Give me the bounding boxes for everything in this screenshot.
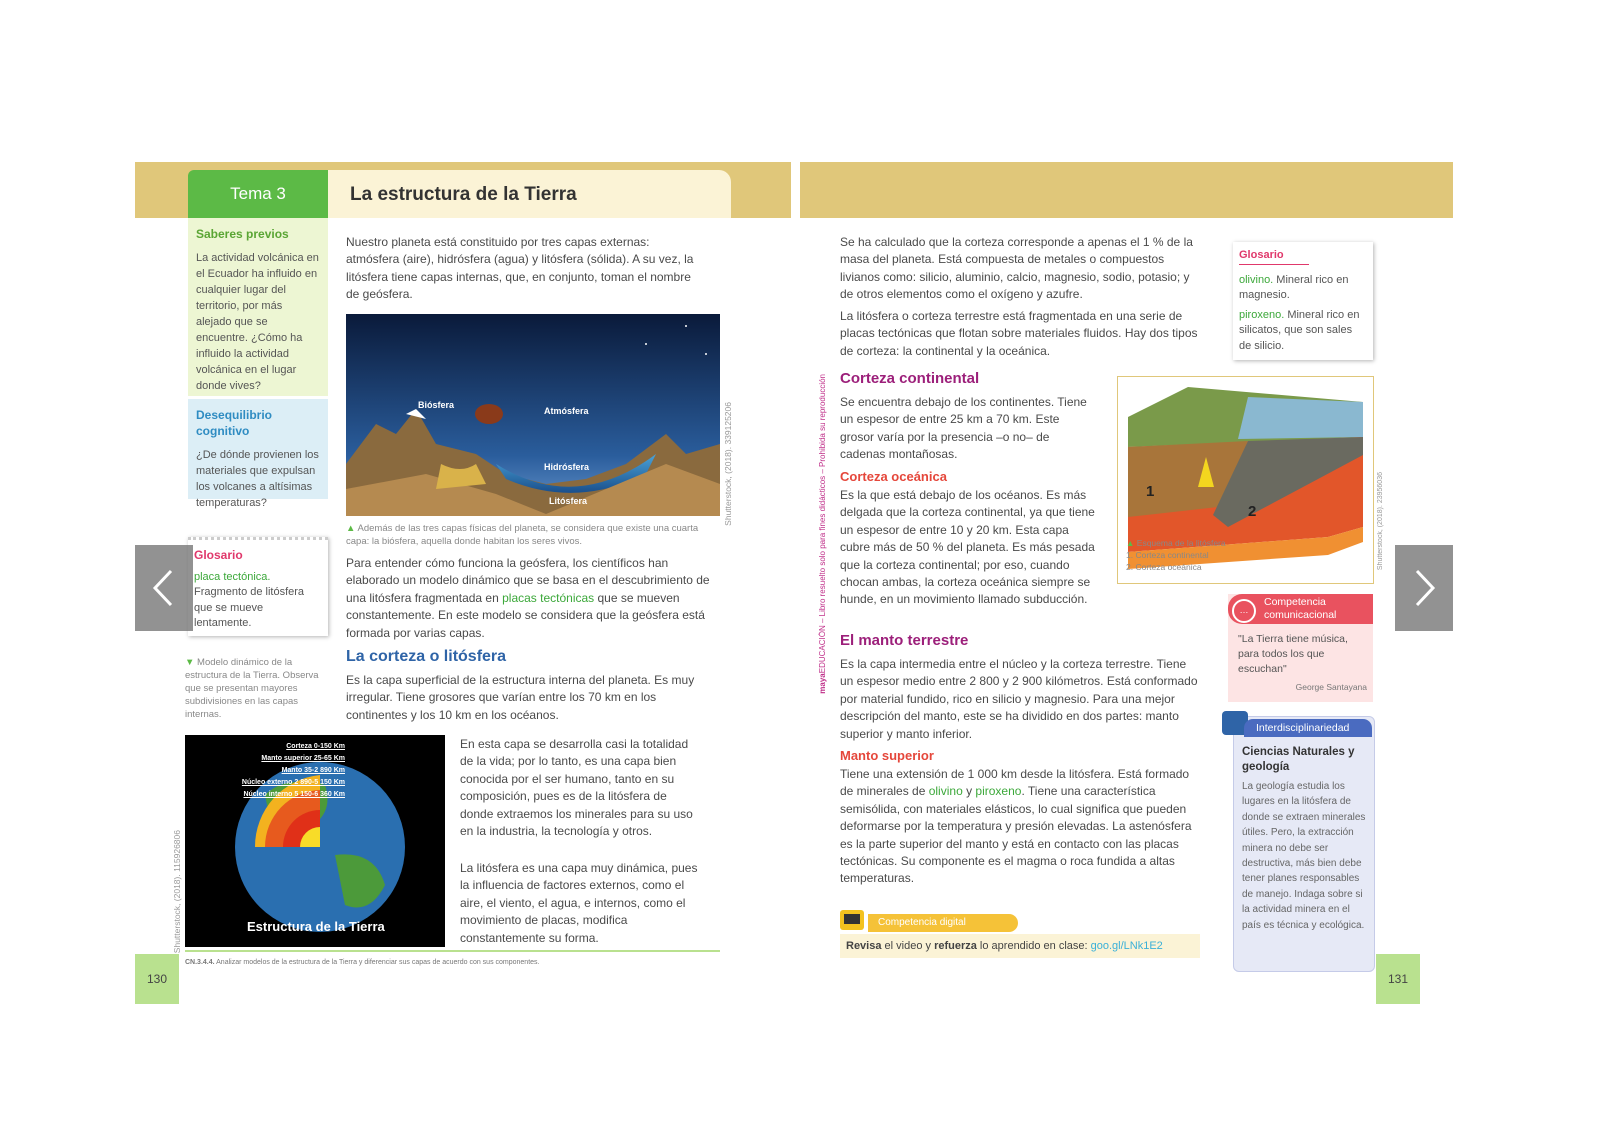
competencia-title-1: Competencia	[1264, 596, 1326, 608]
earth-structure-figure	[185, 735, 445, 947]
earth-layer-labels	[195, 741, 345, 801]
placas-tectonicas-link: placas tectónicas	[502, 590, 595, 605]
interdisciplinariedad-text: La geología estudia los lugares en la litósfera de donde se extraen minerales útiles. Pero, la extracción minera no debe ser destructiva, más bien debe tener planes responsables de manejo. Indaga sobre si la actividad minera en el país es técnica y ecológica.	[1242, 781, 1366, 931]
saberes-title: Saberes previos	[196, 227, 289, 241]
triangle-up-icon: ▲	[346, 523, 358, 534]
page-number-right: 131	[1376, 954, 1420, 1004]
plates-figure	[1117, 376, 1374, 584]
competencia-header	[1228, 594, 1373, 624]
saberes-box	[188, 218, 328, 396]
earth-label-3: Manto 35-2 890 Km	[281, 767, 345, 774]
plate-label-2: 2	[1248, 503, 1257, 520]
earth-credit: Shutterstock, (2018). 115926806	[172, 830, 182, 954]
manto-superior-heading: Manto superior	[840, 748, 934, 763]
olivino-link: olivino	[928, 784, 963, 799]
label-biosfera: Biósfera	[418, 400, 455, 410]
earth-title: Estructura de la Tierra	[247, 919, 385, 934]
corteza-paragraph-3: La litósfera es una capa muy dinámica, pues la influencia de factores externos, como el aire, el viento, el agua, e internos, como el movimiento de placas, modifica constantemente su forma.	[460, 861, 698, 945]
glosario-right-title: Glosario	[1239, 248, 1309, 265]
chevron-left-icon	[135, 545, 193, 631]
spheres-figure	[346, 314, 720, 516]
header-band-right	[800, 162, 1453, 218]
interdisciplinariedad-header: Interdisciplinariedad	[1244, 719, 1372, 737]
desequilibrio-box	[188, 399, 328, 509]
tema-label: Tema 3	[230, 184, 286, 203]
desequilibrio-title: Desequilibrio cognitivo	[196, 408, 273, 438]
competencia-digital-tab: Competencia digital	[868, 914, 1018, 932]
label-atmosfera: Atmósfera	[544, 406, 589, 416]
glosario-left-definition: Fragmento de litósfera que se mueve lentamente.	[194, 586, 305, 629]
plate-label-1: 1	[1146, 483, 1155, 500]
piroxeno-term: piroxeno.	[1239, 308, 1285, 321]
triangle-up-icon: ▲	[1126, 538, 1137, 548]
glosario-left-term: placa tectónica.	[194, 570, 271, 583]
right-para-1: Se ha calculado que la corteza corresponde a apenas el 1 % de la masa del planeta. Está compuesta de metales o compuestos livianos como: silicio, aluminio, calcio, magnesio, sodio, potasio; y de otros elementos como el oxígeno y azufre.	[840, 235, 1193, 302]
glosario-left-box	[188, 537, 328, 636]
prev-page-button[interactable]	[135, 545, 193, 631]
tema-tab	[188, 170, 328, 218]
plates-caption: ▲ Esquema de la litósfera 1. Corteza continental 2. Corteza oceánica	[1126, 537, 1276, 573]
manto-superior-paragraph: Tiene una extensión de 1 000 km desde la litósfera. Está formado de minerales de olivino y piroxeno. Tiene una característica semisólida, con materiales elásticos, lo cual significa que pueden deformarse por la temperatura y presión elevadas. La astenósfera es la parte superior del manto y está en contacto con las placas tectónicas. Su componente es el magma o roca fundida a altas temperaturas.	[840, 767, 1192, 886]
right-para-2: La litósfera o corteza terrestre está fragmentada en una serie de placas tectónicas que flotan sobre materiales fluidos. Hay dos tipos de corteza: la continental y la oceánica.	[840, 309, 1198, 358]
curriculum-footer	[185, 959, 539, 966]
interdisciplinariedad-subtitle: Ciencias Naturales y geología	[1242, 746, 1355, 773]
corteza-paragraph-2: En esta capa se desarrolla casi la totalidad de la vida; por lo tanto, es una capa bien conocida por el ser humano, tanto en su composición, pues es de la litósfera de donde extraemos los minerales para su uso en la industria, la tecnología y otros.	[460, 737, 693, 839]
plates-caption-1: 1. Corteza continental	[1126, 550, 1209, 560]
oceanica-heading: Corteza oceánica	[840, 469, 947, 484]
plates-caption-2: 2. Corteza oceánica	[1126, 562, 1202, 572]
earth-label-5: Núcleo interno 5 150-6 360 Km	[243, 791, 345, 798]
label-litosfera: Litósfera	[549, 496, 588, 506]
competencia-title-2: comunicacional	[1264, 609, 1337, 621]
earth-label-1: Corteza 0-150 Km	[286, 743, 345, 750]
plates-credit: Shutterstock, (2018). 23956036	[1377, 472, 1384, 571]
curriculum-text: Analizar modelos de la estructura de la Tierra y diferenciar sus capas de acuerdo con sus componentes.	[216, 959, 540, 966]
spheres-credit: Shutterstock, (2018). 339125206	[723, 402, 733, 526]
continental-paragraph: Se encuentra debajo de los continentes. Tiene un espesor de entre 25 km a 70 km. Este grosor varía por la presencia –o no– de cadenas montañosas.	[840, 395, 1087, 462]
glosario-right-box: Glosario olivino. Mineral rico en magnesio. piroxeno. Mineral rico en silicatos, que son sales de silicio.	[1233, 242, 1373, 360]
continental-heading: Corteza continental	[840, 370, 980, 387]
earth-label-2: Manto superior 25-65 Km	[261, 755, 345, 762]
title-tab	[328, 170, 731, 218]
geosfera-paragraph: Para entender cómo funciona la geósfera, los científicos han elaborado un modelo dinámico que se basa en el descubrimiento de una litósfera fragmentada en placas tectónicas que se mueven constantemente. En este modelo se considera que la geósfera está formada por varias capas.	[346, 556, 710, 640]
manto-paragraph: Es la capa intermedia entre el núcleo y la corteza terrestre. Tiene un espesor medio entre 2 800 y 2 900 kilómetros. Está conformado por material fundido, rico en silicio y magnesio. Para una mejor descripción del manto, este se ha dividido en dos partes: manto superior y manto inferior.	[840, 657, 1198, 741]
page-number-left: 130	[135, 954, 179, 1004]
spheres-illustration	[346, 314, 720, 516]
earth-label-4: Núcleo externo 2 890-5 150 Km	[241, 779, 345, 786]
interdisciplinariedad-box	[1233, 716, 1375, 972]
competencia-digital-text: Revisa el video y refuerza lo aprendido en clase: goo.gl/LNk1E2	[840, 934, 1200, 958]
page-title: La estructura de la Tierra	[350, 184, 577, 205]
brand-name: maya	[818, 673, 827, 694]
spine-gap	[791, 162, 799, 218]
spheres-caption: ▲ Además de las tres capas físicas del planeta, se considera que existe una cuarta capa: la biósfera, aquella donde habitan los seres vivos.	[346, 523, 699, 547]
saberes-text: La actividad volcánica en el Ecuador ha influido en cualquier lugar del territorio, por más alejado que se encuentre. ¿Cómo ha influido la actividad volcánica en el lugar donde vives?	[196, 252, 319, 392]
corteza-paragraph: Es la capa superficial de la estructura interna del planeta. Es muy irregular. Tiene grosores que varían entre los 70 km en los continentes y los 10 km en los océanos.	[346, 673, 695, 722]
piroxeno-link: piroxeno	[975, 784, 1022, 799]
chevron-right-icon	[1395, 545, 1453, 631]
glosario-left-title: Glosario	[194, 548, 243, 562]
curriculum-code: CN.3.4.4.	[185, 959, 215, 966]
left-footer-rule	[185, 950, 720, 952]
triangle-down-icon: ▼	[185, 657, 198, 668]
corteza-heading: La corteza o litósfera	[346, 648, 507, 665]
competencia-quote: "La Tierra tiene música, para todos los que escuchan"	[1238, 633, 1348, 675]
desequilibrio-text: ¿De dónde provienen los materiales que expulsan los volcanes a altísimas temperaturas?	[196, 449, 319, 509]
textbook-spread	[135, 162, 1453, 1030]
label-hidrosfera: Hidrósfera	[544, 462, 590, 472]
vertical-brand-note: mayaEDUCACIÓN – Libro resuelto solo para fines didácticos – Prohibida su reproducción	[818, 374, 827, 694]
competencia-author: George Santayana	[1295, 682, 1367, 692]
laptop-icon	[840, 910, 864, 930]
intro-paragraph: Nuestro planeta está constituido por tres capas externas: atmósfera (aire), hidrósfera (agua) y litósfera (sólida). A su vez, la litósfera tiene capas internas, que, en conjunto, toman el nombre de geósfera.	[346, 235, 694, 302]
olivino-term: olivino.	[1239, 273, 1274, 286]
video-link[interactable]: goo.gl/LNk1E2	[1090, 940, 1163, 952]
next-page-button[interactable]	[1395, 545, 1453, 631]
chat-icon: …	[1232, 599, 1256, 623]
competencia-digital-box	[840, 910, 1200, 960]
modelo-caption: ▼ Modelo dinámico de la estructura de la Tierra. Observa que se presentan mayores subdivisiones en las capas internas.	[185, 657, 319, 720]
manto-heading: El manto terrestre	[840, 632, 969, 649]
competencia-comunicacional-box	[1228, 594, 1373, 702]
oceanica-paragraph: Es la que está debajo de los océanos. Es más delgada que la corteza continental, ya que tiene un espesor de entre 10 y 20 km. Esta capa cubre más de 50 % del planeta. Es más pesada que la corteza continental; por eso, cuando chocan ambas, la corteza oceánica siempre se hunde, en un movimiento llamado subducción.	[840, 488, 1095, 607]
